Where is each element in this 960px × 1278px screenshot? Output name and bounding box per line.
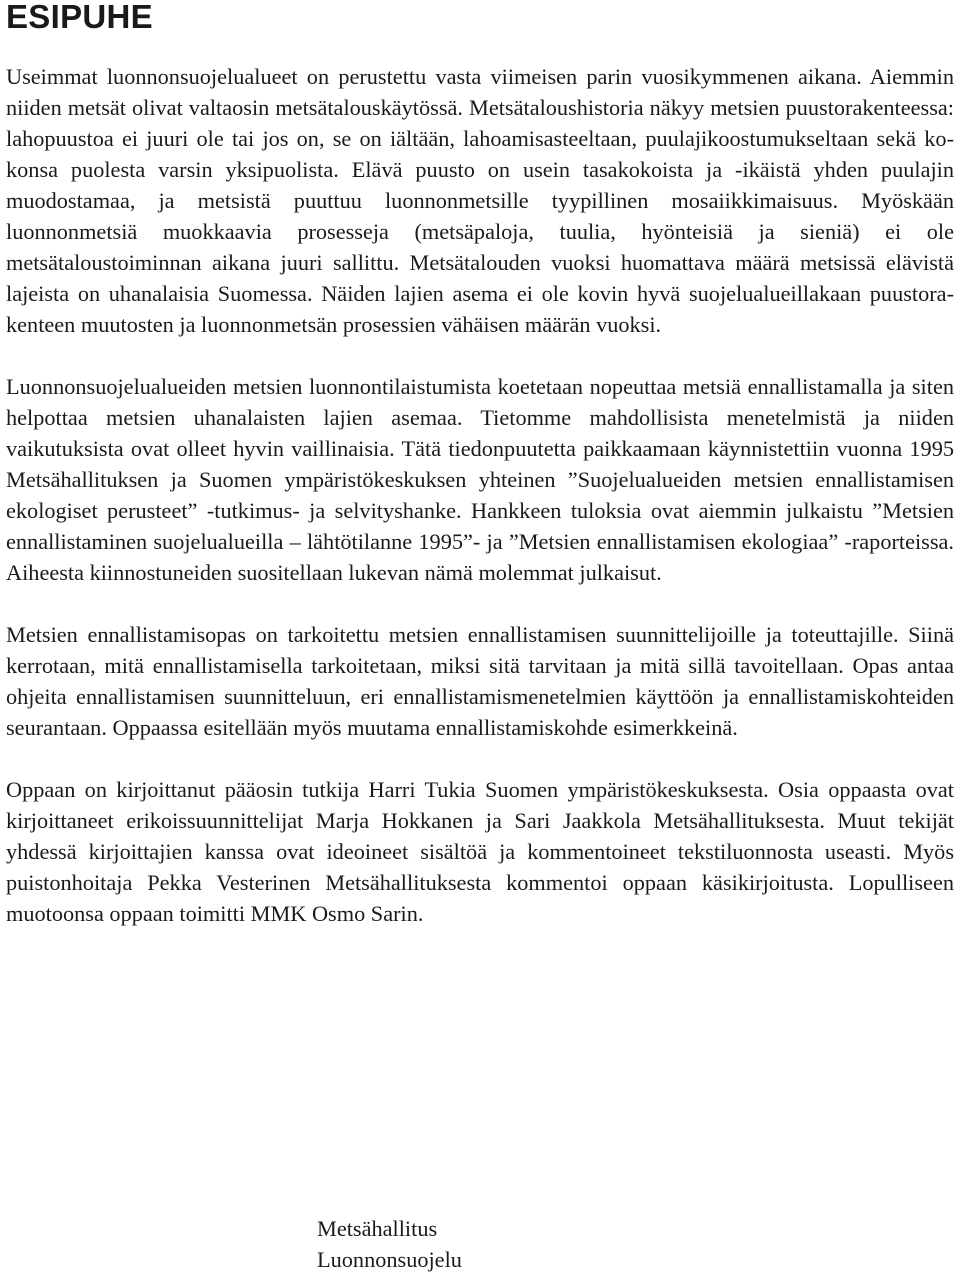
signature-organization: Metsähallitus — [317, 1216, 438, 1241]
paragraph-1: Useimmat luonnonsuojelualueet on perustettu vasta viimeisen parin vuosikymmenen aikana. Aiemmin niiden metsät olivat valtaosin metsätalouskäytössä. Metsätaloushistoria näkyy metsien puustorakenteessa: lahopuustoa ei juuri ole tai jos on, se on iältään, lahoamisasteeltaan, puulajikoostumukseltaan sekä kokonsa puolesta varsin yksipuolista. Elävä puusto on usein tasakokoista ja -ikäistä yhden puulajin muodostamaa, ja metsistä puuttuu luonnonmetsille tyypillinen mosaiikkimaisuus. Myöskään luonnonmetsiä muokkaavia prosesseja (metsäpaloja, tuulia, hyönteisiä ja sieniä) ei ole metsätaloustoiminnan aikana juuri sallittu. Metsätalouden vuoksi huomattava määrä metsissä elävistä lajeista on uhanalaisia Suomessa. Näiden lajien asema ei ole kovin hyvä suojelualueillakaan puustorakenteen muutosten ja luonnonmetsän prosessien vähäisen määrän vuoksi. — [6, 64, 954, 337]
page-title: ESIPUHE — [6, 0, 153, 35]
paragraph-4: Oppaan on kirjoittanut pääosin tutkija Harri Tukia Suomen ympäristökeskuksesta. Osia oppaasta ovat kirjoittaneet erikoissuunnittelijat Marja Hokkanen ja Sari Jaakkola Metsähallituksesta. Muut tekijät yhdessä kirjoittajien kanssa ovat ideoineet sisältöä ja kommentoineet tekstiluonnosta useasti. Myös puistonhoitaja Pekka Vesterinen Metsähallituksesta kommentoi oppaan käsikirjoitusta. Lopulliseen muotoonsa oppaan toimitti MMK Osmo Sarin. — [6, 777, 954, 926]
signature-unit: Luonnonsuojelu — [317, 1247, 462, 1272]
paragraph-3: Metsien ennallistamisopas on tarkoitettu metsien ennallistamisen suunnittelijoille ja toteuttajille. Siinä kerrotaan, mitä ennallistamisella tarkoitetaan, miksi sitä tarvitaan ja mitä sillä tavoitellaan. Opas antaa ohjeita ennallistamisen suunnitteluun, eri ennallistamismenetelmien käyttöön ja ennallistamiskohteiden seurantaan. Oppaassa esitellään myös muutama ennallistamiskohde esimerkkeinä. — [6, 622, 954, 740]
signature-block — [317, 1213, 462, 1275]
document-page — [6, 0, 954, 929]
paragraph-2: Luonnonsuojelualueiden metsien luonnontilaistumista koetetaan nopeuttaa metsiä ennallistamalla ja siten helpottaa metsien uhanalaisten lajien asemaa. Tietomme mahdollisista menetelmistä ja niiden vaikutuksista ovat olleet hyvin vaillinaisia. Tätä tiedonpuutetta paikkaamaan käynnistettiin vuonna 1995 Metsähallituksen ja Suomen ympäristökeskuksen yhteinen ”Suojelualueiden metsien ennallistamisen ekologiset perusteet” -tutkimus- ja selvityshanke. Hankkeen tuloksia ovat aiemmin julkaistu ”Metsien ennallistaminen suojelualueilla – lähtötilanne 1995”- ja ”Metsien ennallistamisen ekologiaa” -raporteissa. Aiheesta kiinnostuneiden suositellaan lukevan nämä molemmat julkaisut. — [6, 374, 954, 585]
